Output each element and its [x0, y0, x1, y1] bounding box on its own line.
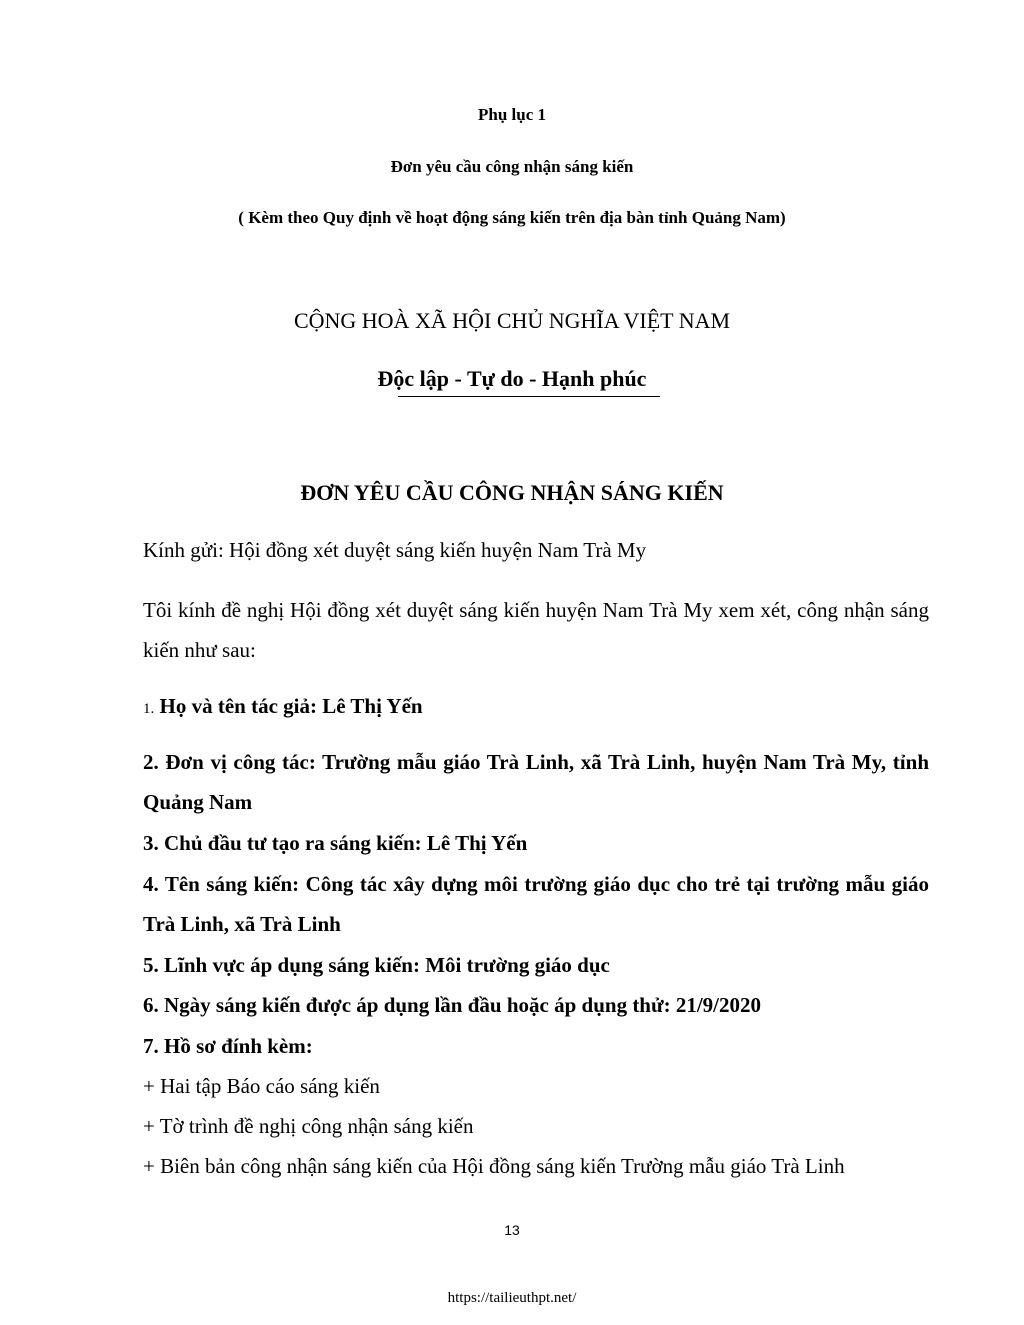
recipient-line: Kính gửi: Hội đồng xét duyệt sáng kiến huyện Nam Trà My: [143, 538, 647, 562]
item-author-name: [143, 686, 929, 729]
document-title: ĐƠN YÊU CẦU CÔNG NHẬN SÁNG KIẾN: [300, 480, 724, 505]
attachment-item: + Hai tập Báo cáo sáng kiến: [143, 1074, 380, 1098]
annex-subtitle: Đơn yêu cầu công nhận sáng kiến: [390, 157, 634, 176]
item-text: Họ và tên tác giả: Lê Thị Yến: [159, 694, 423, 718]
page-number: 13: [504, 1222, 520, 1238]
item-initiative-name: 4. Tên sáng kiến: Công tác xây dựng môi trường giáo dục cho trẻ tại trường mẫu giáo Trà Linh, xã Trà Linh: [143, 872, 929, 936]
request-paragraph: Tôi kính đề nghị Hội đồng xét duyệt sáng kiến huyện Nam Trà My xem xét, công nhận sáng kiến như sau:: [143, 598, 929, 662]
national-title: CỘNG HOÀ XÃ HỘI CHỦ NGHĨA VIỆT NAM: [293, 308, 731, 333]
item-number: 1.: [143, 701, 155, 717]
item-first-applied-date: 6. Ngày sáng kiến được áp dụng lần đầu hoặc áp dụng thử: 21/9/2020: [143, 993, 762, 1017]
attachment-item: + Tờ trình đề nghị công nhận sáng kiến: [143, 1114, 474, 1138]
item-workplace: 2. Đơn vị công tác: Trường mẫu giáo Trà Linh, xã Trà Linh, huyện Nam Trà My, tỉnh Quảng Nam: [143, 750, 929, 814]
motto-underline: [398, 396, 660, 397]
national-motto: Độc lập - Tự do - Hạnh phúc: [377, 366, 647, 391]
attachment-item: + Biên bản công nhận sáng kiến của Hội đồng sáng kiến Trường mẫu giáo Trà Linh: [143, 1154, 845, 1178]
annex-note: ( Kèm theo Quy định về hoạt động sáng kiến trên địa bàn tỉnh Quảng Nam): [238, 208, 786, 227]
item-field: 5. Lĩnh vực áp dụng sáng kiến: Môi trường giáo dục: [143, 953, 610, 977]
footer-url[interactable]: https://tailieuthpt.net/: [447, 1290, 577, 1306]
item-investor: 3. Chủ đầu tư tạo ra sáng kiến: Lê Thị Yến: [143, 831, 528, 855]
item-attachments-heading: 7. Hồ sơ đính kèm:: [143, 1034, 313, 1058]
annex-title: Phụ lục 1: [477, 105, 547, 124]
